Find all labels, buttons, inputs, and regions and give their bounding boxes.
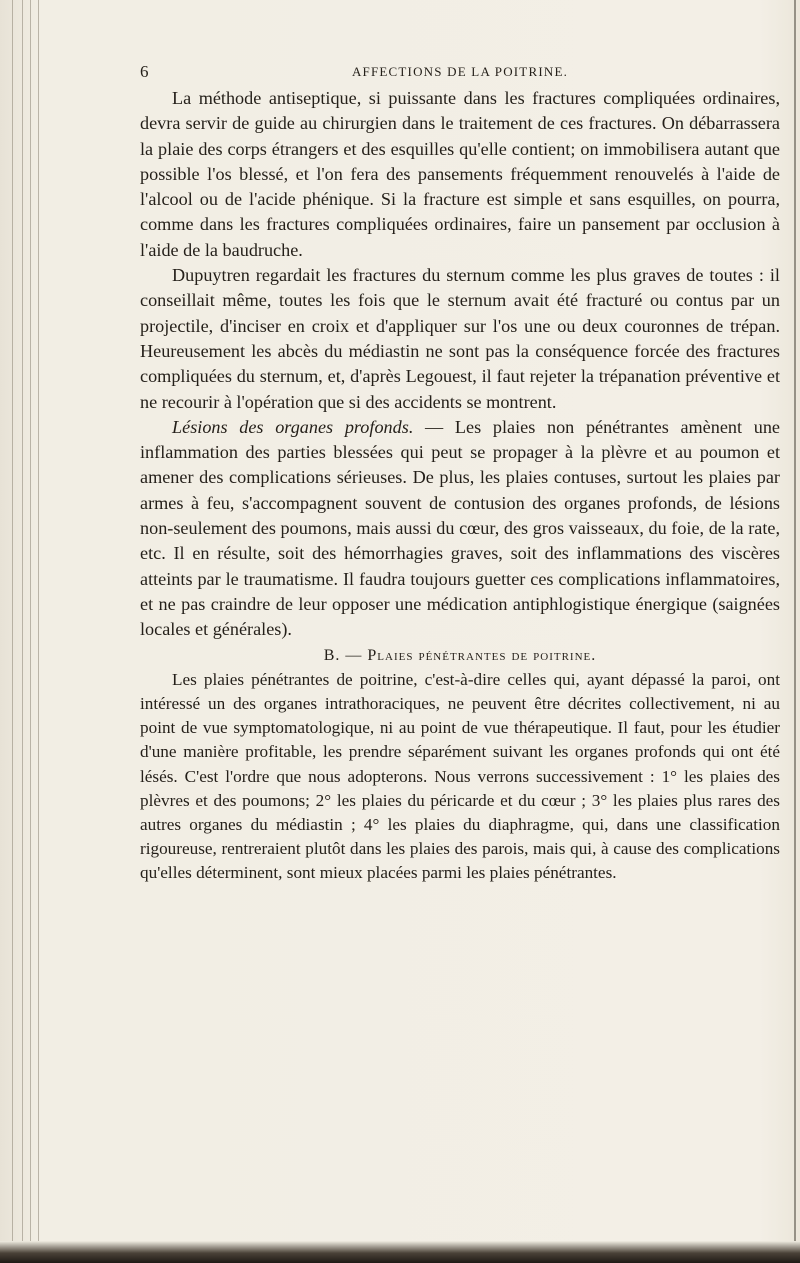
paragraph-deep-organ-lesions — [140, 415, 780, 643]
paragraph-lead-heading: Lésions des organes profonds. — [172, 416, 414, 437]
paragraph-antiseptic-method: La méthode antiseptique, si puissante dans les fractures compliquées ordinaires, devra servir de guide au chirurgien dans le traitement de ces fractures. On débarrassera la plaie des corps étrangers et des esquilles qu'elle contient; on immobilisera autant que possible l'os blessé, et l'on fera des pansements fréquemment renouvelés à l'aide de l'alcool ou de l'acide phénique. Si la fracture est simple et sans esquilles, on pourra, comme dans les fractures compliquées ordinaires, faire un pansement par occlusion à l'aide de la baudruche. — [140, 88, 780, 260]
section-title: Plaies pénétrantes de poitrine. — [367, 646, 597, 664]
page-bottom-shadow — [0, 1241, 800, 1263]
binding-edge-line — [12, 0, 13, 1263]
binding-edge-line — [38, 0, 39, 1263]
section-heading — [140, 643, 780, 668]
running-title: AFFECTIONS DE LA POITRINE. — [351, 64, 569, 79]
page-right-edge — [794, 0, 796, 1263]
section-label: B. — — [323, 646, 368, 664]
binding-edge-line — [30, 0, 31, 1263]
running-head — [140, 62, 780, 84]
paragraph-dupuytren: Dupuytren regardait les fractures du sternum comme les plus graves de toutes : il conseillait même, toutes les fois que le sternum avait été fracturé ou contus par un projectile, d'inciser en croix et d'appliquer sur l'os une ou deux couronnes de trépan. Heureusement les abcès du médiastin ne sont pas la conséquence forcée des fractures compliquées du sternum, et, d'après Legouest, il faut rejeter la trépanation préventive et ne recourir à l'opération que si des accidents se montrent. — [140, 265, 780, 412]
paragraph-penetrating-wounds: Les plaies pénétrantes de poitrine, c'est-à-dire celles qui, ayant dépassé la paroi, ont intéressé un des organes intrathoraciques, ne peuvent être décrites collectivement, ni au point de vue symptomatologique, ni au point de vue thérapeutique. Il faut, pour les étudier d'une manière profitable, les prendre séparément suivant les organes profonds qui ont été lésés. C'est l'ordre que nous adopterons. Nous verrons successivement : 1° les plaies des plèvres et des poumons; 2° les plaies du péricarde et du cœur ; 3° les plaies plus rares des autres organes du médiastin ; 4° les plaies du diaphragme, qui, dans une classification rigoureuse, rentreraient plutôt dans les plaies des parois, mais qui, à cause des complications qu'elles déterminent, sont mieux placées parmi les plaies pénétrantes. — [140, 669, 780, 883]
paragraph-body: — Les plaies non pénétrantes amènent une inflammation des parties blessées qui peut se propager à la plèvre et au poumon et amener des complications sérieuses. De plus, les plaies contuses, surtout les plaies par armes à feu, s'accompagnent souvent de contusion des organes profonds, de lésions non-seulement des poumons, mais aussi du cœur, des gros vaisseaux, du foie, de la rate, etc. Il en résulte, soit des hémorrhagies graves, soit des inflammations des viscères atteints par le traumatisme. Il faudra toujours guetter ces complications inflammatoires, et ne pas craindre de leur opposer une médication antiphlogistique énergique (saignées locales et générales). — [140, 416, 781, 640]
body-text — [140, 86, 780, 886]
page-number: 6 — [140, 62, 149, 81]
binding-edge-line — [22, 0, 23, 1263]
